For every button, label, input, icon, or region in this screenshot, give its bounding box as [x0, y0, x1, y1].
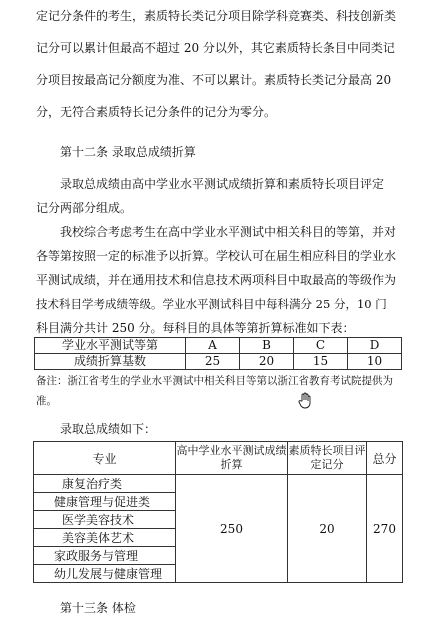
- section-13-title: 第十三条 体检: [60, 601, 136, 615]
- table-cell: A: [186, 338, 240, 354]
- paragraph-line: 我校综合考虑考生在高中学业水平测试中相关科目的等第，并对: [60, 225, 397, 239]
- major-cell: 医学美容技术: [34, 511, 176, 529]
- paragraph-line: 录取总成绩由高中学业水平测试成绩折算和素质特长项目评定: [60, 177, 385, 191]
- table-cell: C: [294, 338, 348, 354]
- paragraph-line: 科目满分共计 250 分。每科目的具体等第折算标准如下表：: [36, 321, 355, 335]
- table-row: [35, 354, 402, 370]
- major-cell: 康复治疗类: [34, 475, 176, 493]
- paragraph-line: 平测试成绩，并在通用技术和信息技术两项科目中取最高的等级作为: [36, 273, 397, 287]
- note-line: 备注：浙江省考生的学业水平测试中相关科目等第以浙江省教育考试院提供为: [36, 375, 393, 387]
- paragraph-line: 分，无符合素质特长记分条件的记分为零分。: [36, 105, 277, 119]
- major-cell: 健康管理与促进类: [34, 493, 176, 511]
- major-cell: 幼儿发展与健康管理: [34, 565, 176, 583]
- table-row: [34, 475, 403, 493]
- hand-cursor-icon: [297, 392, 313, 410]
- table-cell: 成绩折算基数: [35, 354, 186, 370]
- paragraph-line: 定记分条件的考生，素质特长类记分项目除学科竞赛类、科技创新类: [36, 9, 397, 23]
- summary-title: 录取总成绩如下：: [60, 422, 157, 436]
- table-cell: 10: [348, 354, 402, 370]
- special-score-cell: 20: [288, 475, 367, 583]
- table-header-cell: 素质特长项目评定记分: [288, 442, 367, 475]
- table-cell: 学业水平测试等第: [35, 338, 186, 354]
- table-cell: B: [240, 338, 294, 354]
- note-line: 准。: [36, 395, 57, 407]
- table-cell: 15: [294, 354, 348, 370]
- table-header-cell: 专业: [34, 442, 176, 475]
- paragraph-line: 记分可以累计但最高不超过 20 分以外，其它素质特长条目中同类记: [36, 41, 395, 55]
- admission-score-table: [33, 441, 403, 583]
- grade-conversion-table: [34, 337, 402, 370]
- section-12-title: 第十二条 录取总成绩折算: [60, 145, 196, 159]
- paragraph-line: 技术科目学考成绩等级。学业水平测试科目中每科满分 25 分，10 门: [36, 297, 387, 311]
- paragraph-line: 分项目按最高记分额度为准、不可以累计。素质特长类记分最高 20: [36, 73, 392, 87]
- paragraph-line: 各等第按照一定的标准予以折算。学校认可在届生相应科目的学业水: [36, 249, 397, 263]
- table-row: [34, 442, 403, 475]
- total-score-cell: 270: [367, 475, 403, 583]
- table-cell: D: [348, 338, 402, 354]
- table-row: [35, 338, 402, 354]
- major-cell: 家政服务与管理: [34, 547, 176, 565]
- table-header-cell: 总分: [367, 442, 403, 475]
- major-cell: 美容美体艺术: [34, 529, 176, 547]
- academic-score-cell: 250: [176, 475, 288, 583]
- table-cell: 25: [186, 354, 240, 370]
- table-header-cell: 高中学业水平测试成绩折算: [176, 442, 288, 475]
- table-cell: 20: [240, 354, 294, 370]
- paragraph-line: 记分两部分组成。: [36, 201, 133, 215]
